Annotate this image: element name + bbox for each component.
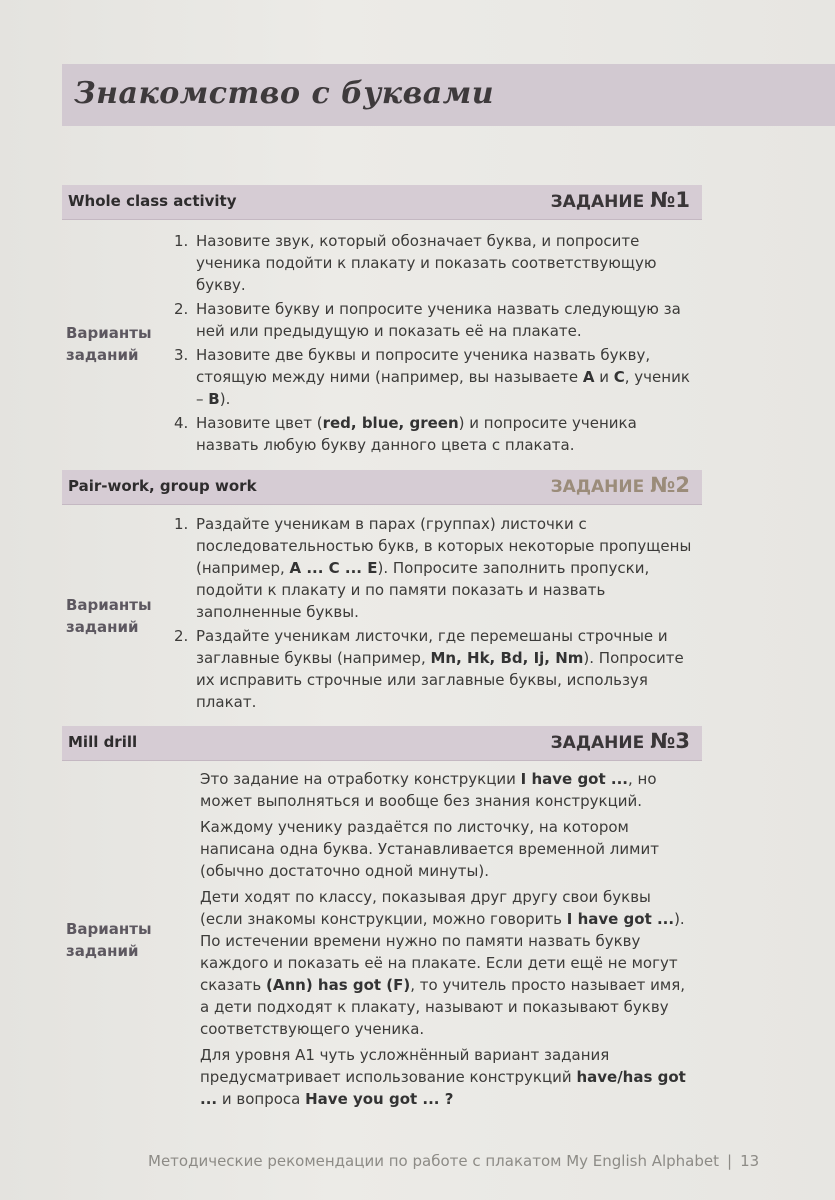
list-item: 1. Назовите звук, который обозначает буква, и попросите ученика подойти к плакату и показать соответствующую букву. <box>174 232 657 294</box>
footer-text: Методические рекомендации по работе с плакатом My English Alphabet <box>148 1152 720 1170</box>
section-2-variants-label: Варианты заданий <box>66 596 152 636</box>
section-header-1 <box>62 185 702 220</box>
list-item: 2. Раздайте ученикам листочки, где перемешаны строчные и заглавные буквы (например, Mn, Hk, Bd, Ij, Nm). Попросите их исправить строчные или заглавные буквы, используя плакат. <box>174 627 684 711</box>
page-footer <box>148 1152 759 1170</box>
list-item: 1. Раздайте ученикам в парах (группах) листочки с последовательностью букв, в которых некоторые пропущены (например, A ... C ... E). Попросите заполнить пропуски, подойти к плакату и по памяти показать и назвать заполненные буквы. <box>174 515 692 621</box>
paragraph: Это задание на отработку конструкции I have got ..., но может выполняться и вообще без знания конструкций. <box>200 770 657 810</box>
paragraph: Дети ходят по классу, показывая друг другу свои буквы (если знакомы конструкции, можно говорить I have got ...). По истечении времени нужно по памяти назвать букву каждого и показать её на плакате. Если дети ещё не могут сказать (Ann) has got (F), то учитель просто называет имя, а дети подходят к плакату, называют и показывают букву соответствующего ученика. <box>200 888 686 1038</box>
section-1-content <box>174 230 694 458</box>
section-3-content <box>174 768 694 1114</box>
list-item: 2. Назовите букву и попросите ученика назвать следующую за ней или предыдущую и показать её на плакате. <box>174 300 681 340</box>
paragraph: Каждому ученику раздаётся по листочку, на котором написана одна буква. Устанавливается временной лимит (обычно достаточно одной минуты). <box>200 818 659 880</box>
page-title: Знакомство с буквами <box>74 76 495 111</box>
footer-separator: | <box>727 1152 733 1170</box>
list-item: 3. Назовите две буквы и попросите ученика назвать букву, стоящую между ними (например, вы называете A и C, ученик – B). <box>174 346 690 408</box>
section-1-activity: Whole class activity <box>68 192 237 210</box>
section-2-content <box>174 513 694 715</box>
section-header-2 <box>62 470 702 505</box>
list-item: 4. Назовите цвет (red, blue, green) и попросите ученика назвать любую букву данного цвета с плаката. <box>174 414 637 454</box>
section-2-activity: Pair-work, group work <box>68 477 257 495</box>
section-3-variants-label: Варианты заданий <box>66 920 152 960</box>
paragraph: Для уровня A1 чуть усложнённый вариант задания предусматривает использование конструкций have/has got ... и вопроса Have you got ... ? <box>200 1046 686 1108</box>
page-number: 13 <box>740 1152 760 1170</box>
section-1-task-label: ЗАДАНИЕ №1 <box>550 188 690 212</box>
section-header-3 <box>62 726 702 761</box>
section-3-task-label: ЗАДАНИЕ №3 <box>550 729 690 753</box>
section-1-variants-label: Варианты заданий <box>66 324 152 364</box>
section-3-activity: Mill drill <box>68 733 138 751</box>
section-2-task-label: ЗАДАНИЕ №2 <box>550 473 690 497</box>
